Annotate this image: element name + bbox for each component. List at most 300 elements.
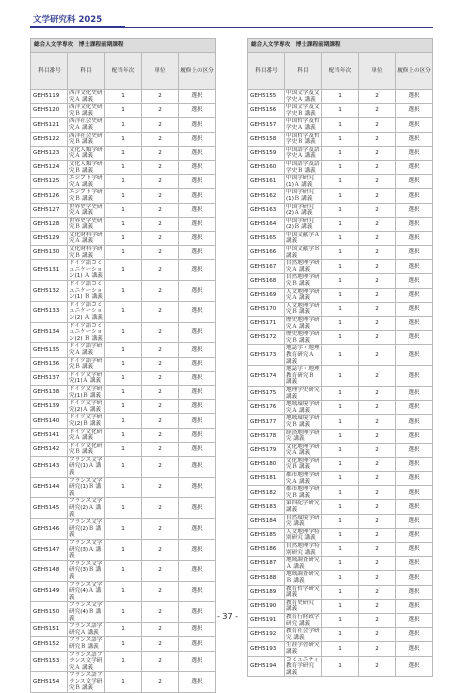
course-year: 1 [322,203,359,217]
course-name: 中国学研究(1)Ｂ 講義 [285,189,322,203]
course-category: 選択 [396,345,433,366]
course-name: フランス文学研究(4)Ｂ 講義 [68,602,105,623]
course-name: 中国文献学Ｂ 講義 [286,246,320,259]
course-year: 1 [322,386,359,400]
course-category: 選択 [179,189,216,203]
table-row [31,281,216,302]
course-code: GEH5152 [31,637,68,651]
course-year: 1 [322,472,359,486]
course-name: 自然地理学研究Ａ 講義 [286,260,320,273]
course-category: 選択 [179,246,216,260]
course-code: GEH5135 [31,343,68,357]
column-header-category: 履修上の区分 [396,53,433,90]
table-caption: 総合人文学専攻 博士課程前期課程 [31,39,216,53]
course-category: 選択 [179,357,216,371]
course-code: GEH5139 [31,400,68,414]
column-header-category: 履修上の区分 [179,53,216,90]
course-credits: 2 [142,519,179,540]
course-year: 1 [105,623,142,637]
course-name: 自然地理学研究Ｂ 講義 [286,274,320,288]
course-credits: 2 [359,189,396,203]
course-credits: 2 [142,672,179,693]
course-credits: 2 [359,246,396,260]
course-credits: 2 [142,160,179,174]
column-header-year: 配当年次 [322,53,359,90]
course-year: 1 [105,175,142,189]
course-credits: 2 [359,217,396,231]
course-code: GEH5121 [31,118,68,132]
page-number: - 37 - [216,612,239,621]
course-name: 文化財科学研究Ｂ 講義 [69,246,103,259]
course-credits: 2 [142,560,179,581]
course-year: 1 [322,599,359,613]
course-code: GEH5162 [248,189,285,203]
course-code: GEH5179 [248,443,285,457]
course-category: 選択 [396,486,433,500]
course-year: 1 [105,581,142,602]
course-code: GEH5194 [248,656,285,677]
course-year: 1 [105,246,142,260]
course-category: 選択 [179,281,216,302]
course-code: GEH5181 [248,472,285,486]
course-year: 1 [322,656,359,677]
course-year: 1 [322,429,359,443]
course-table-right [247,38,433,677]
table-row [31,175,216,189]
table-row [31,343,216,357]
course-year: 1 [105,189,142,203]
table-row [248,585,433,599]
table-row [248,203,433,217]
course-category: 選択 [396,500,433,514]
table-row [31,146,216,160]
course-year: 1 [105,146,142,160]
table-row [31,118,216,132]
table-row [248,146,433,160]
course-code: GEH5119 [31,90,68,104]
table-row [248,557,433,571]
course-code: GEH5131 [31,260,68,281]
course-code: GEH5126 [31,189,68,203]
course-year: 1 [322,274,359,288]
course-year: 1 [322,104,359,118]
course-code: GEH5193 [248,642,285,656]
course-category: 選択 [179,231,216,245]
course-name: 地理学史研究 講義 [286,386,320,400]
course-name: 教育行財政学研究 講義 [286,613,320,627]
course-credits: 2 [359,628,396,642]
course-credits: 2 [359,386,396,400]
course-name: フランス文学研究(2)Ａ 講義 [68,498,105,519]
course-category: 選択 [179,672,216,693]
course-year: 1 [105,281,142,302]
course-code: GEH5153 [31,651,68,672]
course-credits: 2 [359,118,396,132]
table-row [31,132,216,146]
table-row [248,90,433,104]
table-row [31,203,216,217]
course-code: GEH5178 [248,429,285,443]
table-row [31,90,216,104]
course-year: 1 [322,118,359,132]
course-code: GEH5180 [248,457,285,471]
course-code: GEH5185 [248,528,285,542]
course-year: 1 [322,317,359,331]
course-credits: 2 [142,414,179,428]
course-year: 1 [322,366,359,387]
course-code: GEH5192 [248,628,285,642]
table-row [248,514,433,528]
course-name: ドイツ文学研究(2)Ａ 講義 [68,400,105,414]
course-code: GEH5141 [31,428,68,442]
course-credits: 2 [359,514,396,528]
course-year: 1 [105,385,142,399]
course-name: 生涯学習研究 講義 [286,642,320,655]
table-row [31,581,216,602]
table-row [248,628,433,642]
course-name: 教育史研究 講義 [285,599,322,613]
course-year: 1 [105,651,142,672]
course-category: 選択 [179,442,216,456]
course-credits: 2 [142,428,179,442]
course-year: 1 [322,457,359,471]
course-credits: 2 [359,543,396,557]
course-name: ドイツ語コミュニケーション(2) Ｂ 講義 [69,322,103,342]
course-credits: 2 [359,274,396,288]
course-credits: 2 [142,189,179,203]
course-code: GEH5173 [248,345,285,366]
table-caption: 総合人文学専攻 博士課程前期課程 [248,39,433,53]
course-year: 1 [322,571,359,585]
course-credits: 2 [142,343,179,357]
course-category: 選択 [396,331,433,345]
course-code: GEH5156 [248,104,285,118]
course-year: 1 [105,322,142,343]
column-header-subject: 科目 [68,53,105,90]
course-year: 1 [322,628,359,642]
course-code: GEH5187 [248,557,285,571]
course-category: 選択 [179,400,216,414]
course-name: 教育社会学研究 講義 [286,628,320,641]
course-credits: 2 [359,231,396,245]
table-row [31,260,216,281]
course-credits: 2 [142,651,179,672]
course-name: 世界史学史研究Ｂ 講義 [69,217,103,231]
course-name: 中国文学及文学史Ａ 講義 [286,90,320,103]
course-year: 1 [322,415,359,429]
course-code: GEH5128 [31,217,68,231]
course-name: エジプト学研究Ａ 講義 [69,175,103,188]
course-code: GEH5191 [248,613,285,627]
course-code: GEH5157 [248,118,285,132]
course-category: 選択 [179,90,216,104]
course-name: 都市地理学研究Ｂ 講義 [286,486,320,499]
course-code: GEH5184 [248,514,285,528]
course-code: GEH5182 [248,486,285,500]
course-table-left [30,38,216,693]
course-category: 選択 [179,146,216,160]
course-code: GEH5155 [248,90,285,104]
course-year: 1 [322,260,359,274]
course-name: 人文地理学研究Ａ 講義 [286,288,320,302]
course-name: 中国文献学Ａ 講義 [286,231,320,245]
course-name: ドイツ文学研究(1)Ｂ 講義 [68,385,105,399]
table-row [31,519,216,540]
course-year: 1 [322,543,359,557]
course-category: 選択 [179,371,216,385]
course-category: 選択 [179,414,216,428]
course-code: GEH5137 [31,371,68,385]
course-name: ドイツ文学研究(1)Ａ 講義 [68,371,105,385]
course-name: 人文地理学研究Ｂ 講義 [286,302,320,316]
course-category: 選択 [396,104,433,118]
course-category: 選択 [396,429,433,443]
course-category: 選択 [179,203,216,217]
course-name: フランス文学研究(2)Ｂ 講義 [68,519,105,540]
table-row [31,246,216,260]
course-credits: 2 [359,528,396,542]
course-year: 1 [322,246,359,260]
table-row [248,175,433,189]
table-row [248,288,433,302]
course-name: 文化人類学研究Ａ 講義 [69,146,103,160]
table-row [31,385,216,399]
course-credits: 2 [142,602,179,623]
course-category: 選択 [396,175,433,189]
course-name: 文化地理学研究Ａ 講義 [286,443,320,457]
course-name: 自然地理学特別研究 講義 [286,543,320,556]
course-category: 選択 [396,302,433,316]
table-row [248,528,433,542]
course-name: ドイツ文学研究(2)Ｂ 講義 [68,414,105,428]
course-credits: 2 [142,118,179,132]
course-code: GEH5138 [31,385,68,399]
course-category: 選択 [396,514,433,528]
course-year: 1 [322,557,359,571]
course-credits: 2 [142,260,179,281]
table-row [31,672,216,693]
course-year: 1 [322,500,359,514]
table-row [248,189,433,203]
table-row [248,543,433,557]
course-code: GEH5175 [248,386,285,400]
course-year: 1 [105,371,142,385]
course-code: GEH5154 [31,672,68,693]
course-code: GEH5125 [31,175,68,189]
course-category: 選択 [179,104,216,118]
course-year: 1 [322,288,359,302]
table-row [248,331,433,345]
course-category: 選択 [396,90,433,104]
course-year: 1 [105,637,142,651]
course-category: 選択 [396,613,433,627]
course-year: 1 [105,118,142,132]
course-credits: 2 [142,301,179,322]
course-year: 1 [322,160,359,174]
course-credits: 2 [359,345,396,366]
course-name: フランス文学研究(3)Ｂ 講義 [68,560,105,581]
table-row [248,401,433,415]
course-credits: 2 [359,613,396,627]
table-row [248,443,433,457]
course-year: 1 [322,90,359,104]
course-credits: 2 [142,385,179,399]
course-year: 1 [322,175,359,189]
course-year: 1 [322,189,359,203]
course-category: 選択 [396,585,433,599]
course-credits: 2 [359,457,396,471]
course-name: 地誌学・地理教育研究Ａ 講義 [286,345,320,365]
course-year: 1 [322,132,359,146]
course-name: 自然環境学研究 講義 [286,514,320,528]
table-row [248,386,433,400]
course-year: 1 [105,560,142,581]
course-code: GEH5147 [31,540,68,561]
course-name: フランス語フランス文学研究Ａ 講義 [68,651,105,672]
course-year: 1 [105,260,142,281]
table-row [31,160,216,174]
course-code: GEH5158 [248,132,285,146]
course-year: 1 [322,585,359,599]
course-code: GEH5174 [248,366,285,387]
table-row [31,456,216,477]
course-year: 1 [105,357,142,371]
course-year: 1 [105,442,142,456]
table-row [31,623,216,637]
course-category: 選択 [179,160,216,174]
course-name: 西洋文化史研究Ａ 講義 [69,90,103,103]
course-year: 1 [322,146,359,160]
course-code: GEH5164 [248,217,285,231]
course-code: GEH5189 [248,585,285,599]
course-credits: 2 [359,656,396,677]
course-code: GEH5167 [248,260,285,274]
course-category: 選択 [396,599,433,613]
course-code: GEH5143 [31,456,68,477]
course-category: 選択 [179,519,216,540]
course-code: GEH5159 [248,146,285,160]
course-credits: 2 [142,498,179,519]
course-credits: 2 [359,288,396,302]
course-name: 中国文学及文学史Ｂ 講義 [286,104,320,117]
course-credits: 2 [359,132,396,146]
course-name: ドイツ文化研究Ｂ 講義 [68,442,105,456]
course-code: GEH5161 [248,175,285,189]
course-code: GEH5172 [248,331,285,345]
course-code: GEH5150 [31,602,68,623]
course-year: 1 [322,514,359,528]
course-category: 選択 [179,560,216,581]
course-year: 1 [322,486,359,500]
course-name: 地域環境学研究Ａ 講義 [286,401,320,414]
course-year: 1 [105,343,142,357]
course-name: 歴史地理学研究Ｂ 講義 [286,331,320,344]
course-name: ドイツ文化研究Ａ 講義 [68,428,105,442]
table-body-right [248,90,433,677]
course-year: 1 [105,477,142,498]
course-category: 選択 [179,456,216,477]
course-code: GEH5132 [31,281,68,302]
course-name: フランス文学研究(1)Ａ 講義 [68,456,105,477]
course-credits: 2 [359,472,396,486]
table-row [248,132,433,146]
course-category: 選択 [396,132,433,146]
course-year: 1 [105,217,142,231]
table-row [31,498,216,519]
course-name: フランス文学研究(3)Ａ 講義 [68,540,105,561]
course-code: GEH5177 [248,415,285,429]
course-category: 選択 [396,217,433,231]
course-year: 1 [322,331,359,345]
course-category: 選択 [179,581,216,602]
column-header-credits: 単位 [142,53,179,90]
course-category: 選択 [396,443,433,457]
header-rule [30,27,433,28]
course-year: 1 [322,613,359,627]
course-credits: 2 [142,203,179,217]
course-category: 選択 [396,656,433,677]
course-credits: 2 [359,415,396,429]
course-name: 地域調査研究Ｂ 講義 [286,571,320,584]
course-category: 選択 [396,642,433,656]
course-category: 選択 [179,428,216,442]
course-credits: 2 [142,357,179,371]
course-name: 経済地理学研究 講義 [286,429,320,443]
table-row [31,414,216,428]
course-code: GEH5166 [248,246,285,260]
course-name: 人文地理学特別研究 講義 [286,528,320,542]
course-category: 選択 [396,231,433,245]
table-row [31,217,216,231]
course-credits: 2 [142,132,179,146]
course-year: 1 [105,132,142,146]
course-code: GEH5146 [31,519,68,540]
course-category: 選択 [396,160,433,174]
course-category: 選択 [396,528,433,542]
course-code: GEH5183 [248,500,285,514]
course-category: 選択 [396,472,433,486]
course-year: 1 [105,428,142,442]
course-credits: 2 [359,302,396,316]
course-credits: 2 [142,281,179,302]
table-row [248,486,433,500]
course-year: 1 [105,498,142,519]
course-year: 1 [105,231,142,245]
course-name: 第四紀学研究 講義 [286,500,320,514]
course-credits: 2 [142,246,179,260]
course-category: 選択 [396,246,433,260]
course-credits: 2 [359,317,396,331]
course-category: 選択 [179,540,216,561]
table-row [248,571,433,585]
course-credits: 2 [359,500,396,514]
course-code: GEH5127 [31,203,68,217]
course-code: GEH5168 [248,274,285,288]
course-year: 1 [105,540,142,561]
course-name: 中国学研究(2)Ｂ 講義 [285,217,322,231]
course-credits: 2 [359,175,396,189]
course-name: 地域環境学研究Ｂ 講義 [286,415,320,428]
course-name: 中国語学及語学史Ｂ 講義 [286,160,320,174]
course-name: 地誌学・地理教育研究Ｂ 講義 [286,366,320,386]
column-header-subject: 科目 [285,53,322,90]
course-name: 中国学研究(1)Ａ 講義 [285,175,322,189]
course-year: 1 [105,301,142,322]
course-category: 選択 [179,602,216,623]
table-row [31,301,216,322]
course-name: 文化人類学研究Ｂ 講義 [69,160,103,174]
course-category: 選択 [179,498,216,519]
